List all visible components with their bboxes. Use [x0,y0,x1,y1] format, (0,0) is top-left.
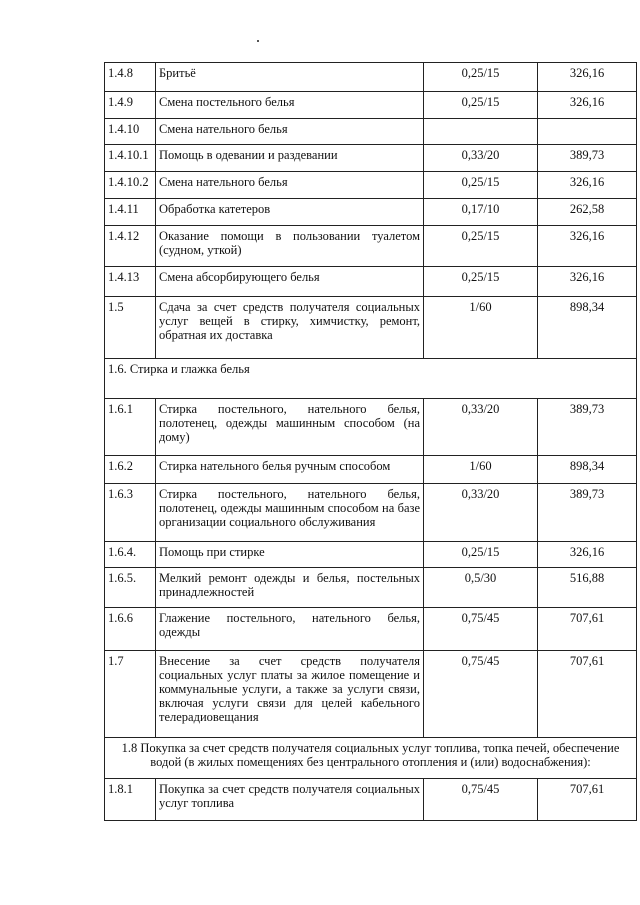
service-time: 0,33/20 [424,399,538,456]
service-price: 898,34 [538,456,637,484]
service-number: 1.4.12 [105,226,156,267]
service-price: 326,16 [538,172,637,199]
service-time: 0,5/30 [424,568,538,608]
service-number: 1.4.11 [105,199,156,226]
service-price: 326,16 [538,226,637,267]
service-price: 326,16 [538,542,637,568]
service-price: 326,16 [538,267,637,297]
service-name: Обработка катетеров [156,199,424,226]
service-number: 1.4.10.2 [105,172,156,199]
service-name: Помощь в одевании и раздевании [156,145,424,172]
table-row [105,608,637,651]
service-price: 389,73 [538,399,637,456]
service-time: 0,25/15 [424,172,538,199]
service-name: Мелкий ремонт одежды и белья, постельных принадлежностей [156,568,424,608]
service-time: 0,25/15 [424,63,538,92]
service-name: Внесение за счет средств получателя социальных услуг платы за жилое помещение и коммунальные услуги, а также за услуги связи, включая услуги связи для целей кабельного телерадиовещания [156,651,424,738]
service-name: Оказание помощи в пользовании туалетом (судном, уткой) [156,226,424,267]
table-row [105,456,637,484]
tariff-table [104,62,637,821]
table-row [105,568,637,608]
service-name: Помощь при стирке [156,542,424,568]
section-heading: 1.6. Стирка и глажка белья [105,359,637,399]
service-name: Стирка постельного, нательного белья, полотенец, одежды машинным способом на базе организации социального обслуживания [156,484,424,542]
table-row [105,267,637,297]
table-row [105,651,637,738]
service-time: 0,75/45 [424,779,538,821]
service-name: Стирка постельного, нательного белья, полотенец, одежды машинным способом (на дому) [156,399,424,456]
group-heading: 1.8 Покупка за счет средств получателя социальных услуг топлива, топка печей, обеспечение водой (в жилых помещениях без центрального отопления и (или) водоснабжения): [105,738,637,779]
service-number: 1.7 [105,651,156,738]
table-row [105,779,637,821]
service-name: Смена абсорбирующего белья [156,267,424,297]
service-number: 1.4.13 [105,267,156,297]
table-row [105,63,637,92]
service-name: Стирка нательного белья ручным способом [156,456,424,484]
service-number: 1.4.8 [105,63,156,92]
service-name: Смена нательного белья [156,119,424,145]
scan-speck [257,40,259,42]
service-time: 0,25/15 [424,92,538,119]
service-number: 1.4.10.1 [105,145,156,172]
table-row [105,199,637,226]
service-time: 0,33/20 [424,484,538,542]
table-row [105,542,637,568]
service-number: 1.6.3 [105,484,156,542]
service-number: 1.6.2 [105,456,156,484]
service-number: 1.5 [105,297,156,359]
service-price: 898,34 [538,297,637,359]
service-price: 707,61 [538,779,637,821]
table-row [105,297,637,359]
service-number: 1.6.4. [105,542,156,568]
table-row [105,172,637,199]
service-price: 389,73 [538,145,637,172]
service-price: 389,73 [538,484,637,542]
service-time: 0,25/15 [424,542,538,568]
service-time [424,119,538,145]
service-time: 0,75/45 [424,651,538,738]
service-name: Сдача за счет средств получателя социальных услуг вещей в стирку, химчистку, ремонт, обратная их доставка [156,297,424,359]
table-row [105,119,637,145]
service-name: Смена постельного белья [156,92,424,119]
service-time: 0,75/45 [424,608,538,651]
service-number: 1.6.5. [105,568,156,608]
service-name: Смена нательного белья [156,172,424,199]
service-time: 0,25/15 [424,267,538,297]
service-time: 1/60 [424,297,538,359]
service-number: 1.6.6 [105,608,156,651]
service-name: Глажение постельного, нательного белья, одежды [156,608,424,651]
service-name: Покупка за счет средств получателя социальных услуг топлива [156,779,424,821]
service-price: 326,16 [538,63,637,92]
service-number: 1.4.10 [105,119,156,145]
table-row [105,738,637,779]
service-price: 516,88 [538,568,637,608]
service-number: 1.4.9 [105,92,156,119]
table-row [105,92,637,119]
table-row [105,226,637,267]
service-price: 707,61 [538,651,637,738]
service-time: 1/60 [424,456,538,484]
service-price: 262,58 [538,199,637,226]
table-row [105,145,637,172]
service-number: 1.8.1 [105,779,156,821]
service-price [538,119,637,145]
service-time: 0,33/20 [424,145,538,172]
section-row [105,359,637,399]
table-row [105,484,637,542]
service-time: 0,17/10 [424,199,538,226]
table-row [105,399,637,456]
service-price: 707,61 [538,608,637,651]
service-name: Бритьё [156,63,424,92]
service-number: 1.6.1 [105,399,156,456]
service-time: 0,25/15 [424,226,538,267]
service-price: 326,16 [538,92,637,119]
